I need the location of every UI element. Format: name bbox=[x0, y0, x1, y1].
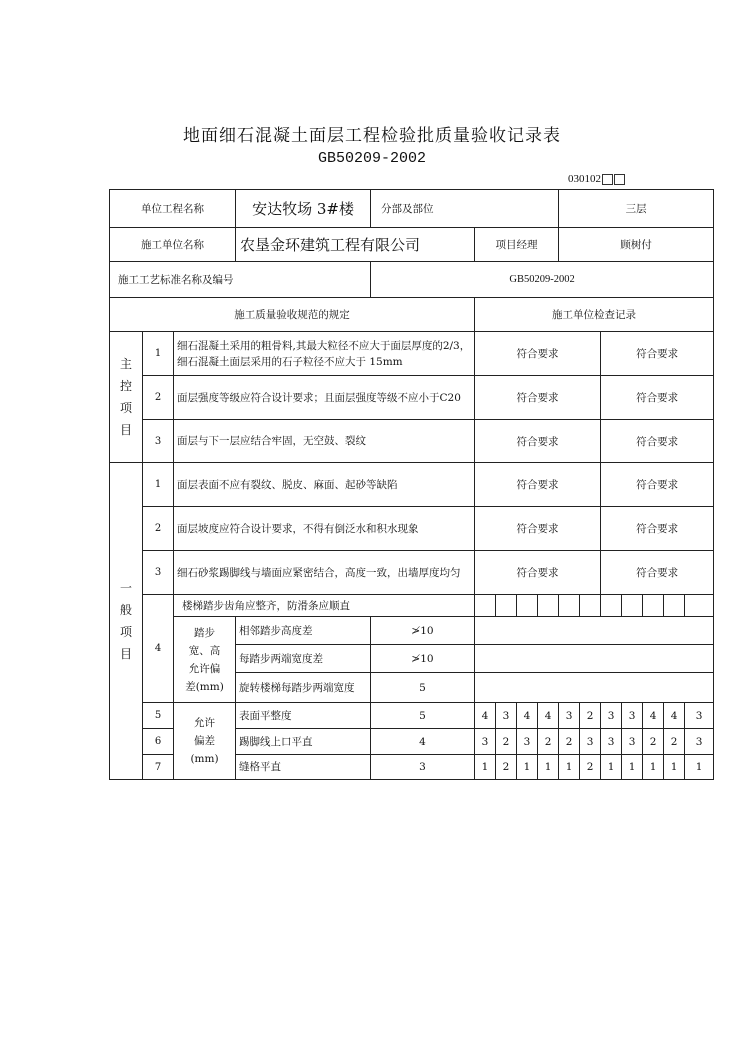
unit-project-label: 单位工程名称 bbox=[110, 190, 236, 228]
spec-header: 施工质量验收规范的规定 bbox=[110, 298, 475, 332]
general-row-2-result-2: 符合要求 bbox=[601, 507, 714, 551]
check-header: 施工单位检查记录 bbox=[475, 298, 714, 332]
measure-cell: 3 bbox=[601, 703, 622, 729]
cell-blank bbox=[685, 595, 714, 617]
measure-cell: 1 bbox=[643, 755, 664, 780]
stair-sub-3-value: 5 bbox=[371, 673, 475, 703]
tol-row-7-name: 缝格平直 bbox=[236, 755, 371, 780]
measure-cell: 2 bbox=[496, 729, 517, 755]
contractor-value: 农垦金环建筑工程有限公司 bbox=[236, 228, 475, 262]
measure-cell: 1 bbox=[601, 755, 622, 780]
code-box-1[interactable] bbox=[602, 174, 613, 185]
stair-tolerance-label bbox=[174, 617, 236, 703]
measure-cell: 3 bbox=[685, 729, 714, 755]
std-label: 施工工艺标准名称及编号 bbox=[110, 262, 371, 298]
measure-cell: 1 bbox=[559, 755, 580, 780]
measure-cell: 3 bbox=[622, 703, 643, 729]
stair-sub-1-name: 相邻踏步高度差 bbox=[236, 617, 371, 645]
stair-sub-1-value: ≯10 bbox=[371, 617, 475, 645]
main-row-3-result-1: 符合要求 bbox=[475, 420, 601, 463]
measure-cell: 2 bbox=[496, 755, 517, 780]
main-row-2-result-2: 符合要求 bbox=[601, 376, 714, 420]
measure-cell: 1 bbox=[538, 755, 559, 780]
main-row-1-no: 1 bbox=[143, 332, 174, 376]
measure-cell: 1 bbox=[517, 755, 538, 780]
sub-part-label: 分部及部位 bbox=[371, 190, 559, 228]
measure-cell: 2 bbox=[580, 755, 601, 780]
main-row-3-result-2: 符合要求 bbox=[601, 420, 714, 463]
tolerance-label-text: 允许偏差(mm) bbox=[190, 717, 219, 765]
stair-tolerance-label-text: 踏步宽、高允许偏差(mm) bbox=[185, 626, 224, 693]
cell-blank bbox=[475, 617, 714, 645]
general-row-3-text: 细石砂浆踢脚线与墙面应紧密结合，高度一致，出墙厚度均匀 bbox=[174, 551, 475, 595]
tol-row-6-name: 踢脚线上口平直 bbox=[236, 729, 371, 755]
main-items-label-text: 主控项目 bbox=[119, 357, 132, 437]
main-row-1-result-2: 符合要求 bbox=[601, 332, 714, 376]
inspection-table bbox=[109, 189, 714, 780]
measure-cell: 3 bbox=[496, 703, 517, 729]
cell-blank bbox=[496, 595, 517, 617]
cell-blank bbox=[517, 595, 538, 617]
measure-cell: 4 bbox=[475, 703, 496, 729]
general-row-1-result-1: 符合要求 bbox=[475, 463, 601, 507]
measure-cell: 3 bbox=[685, 703, 714, 729]
general-row-1-text: 面层表面不应有裂纹、脱皮、麻面、起砂等缺陷 bbox=[174, 463, 475, 507]
main-row-1-text: 细石混凝土采用的粗骨料,其最大粒径不应大于面层厚度的2/3，细石混凝土面层采用的石子粒径不应大于 15mm bbox=[174, 332, 475, 376]
cell-blank bbox=[475, 595, 496, 617]
general-items-label bbox=[110, 463, 143, 780]
general-row-2-result-1: 符合要求 bbox=[475, 507, 601, 551]
tolerance-label bbox=[174, 703, 236, 780]
measure-cell: 2 bbox=[559, 729, 580, 755]
measure-cell: 1 bbox=[685, 755, 714, 780]
contractor-label: 施工单位名称 bbox=[110, 228, 236, 262]
main-row-2-text: 面层强度等级应符合设计要求；且面层强度等级不应小于C20 bbox=[174, 376, 475, 420]
code-box-2[interactable] bbox=[614, 174, 625, 185]
general-row-4-no: 4 bbox=[143, 595, 174, 703]
unit-project-value: 安达牧场 3#楼 bbox=[236, 190, 371, 228]
measure-cell: 3 bbox=[580, 729, 601, 755]
measure-cell: 2 bbox=[538, 729, 559, 755]
cell-blank bbox=[622, 595, 643, 617]
cell-blank bbox=[475, 645, 714, 673]
general-row-1-result-2: 符合要求 bbox=[601, 463, 714, 507]
measure-cell: 1 bbox=[622, 755, 643, 780]
main-row-3-no: 3 bbox=[143, 420, 174, 463]
measure-cell: 4 bbox=[643, 703, 664, 729]
cell-blank bbox=[559, 595, 580, 617]
measure-cell: 2 bbox=[664, 729, 685, 755]
manager-label: 项目经理 bbox=[475, 228, 559, 262]
tol-row-6-no: 6 bbox=[143, 729, 174, 755]
measure-cell: 2 bbox=[580, 703, 601, 729]
cell-blank bbox=[601, 595, 622, 617]
tol-row-6-value: 4 bbox=[371, 729, 475, 755]
measure-cell: 4 bbox=[664, 703, 685, 729]
general-row-4-text: 楼梯踏步齿角应整齐，防滑条应顺直 bbox=[174, 595, 475, 617]
general-row-2-text: 面层坡度应符合设计要求，不得有倒泛水和积水现象 bbox=[174, 507, 475, 551]
cell-blank bbox=[643, 595, 664, 617]
measure-cell: 3 bbox=[517, 729, 538, 755]
stair-sub-2-name: 每踏步两端宽度差 bbox=[236, 645, 371, 673]
tol-row-5-no: 5 bbox=[143, 703, 174, 729]
standard-subtitle: GB50209-2002 bbox=[317, 150, 427, 167]
general-row-3-result-2: 符合要求 bbox=[601, 551, 714, 595]
stair-sub-3-name: 旋转楼梯每踏步两端宽度 bbox=[236, 673, 371, 703]
measure-cell: 3 bbox=[475, 729, 496, 755]
general-row-1-no: 1 bbox=[143, 463, 174, 507]
cell-blank bbox=[538, 595, 559, 617]
general-row-3-result-1: 符合要求 bbox=[475, 551, 601, 595]
measure-cell: 3 bbox=[622, 729, 643, 755]
sub-part-value: 三层 bbox=[559, 190, 714, 228]
measure-cell: 2 bbox=[643, 729, 664, 755]
tol-row-7-no: 7 bbox=[143, 755, 174, 780]
stair-sub-2-value: ≯10 bbox=[371, 645, 475, 673]
cell-blank bbox=[580, 595, 601, 617]
measure-cell: 4 bbox=[517, 703, 538, 729]
general-row-2-no: 2 bbox=[143, 507, 174, 551]
form-code-number: 030102 bbox=[568, 173, 601, 185]
measure-cell: 3 bbox=[559, 703, 580, 729]
main-row-2-no: 2 bbox=[143, 376, 174, 420]
cell-blank bbox=[475, 673, 714, 703]
tol-row-5-value: 5 bbox=[371, 703, 475, 729]
document-title: 地面细石混凝土面层工程检验批质量验收记录表 bbox=[183, 126, 561, 146]
std-value: GB50209-2002 bbox=[371, 262, 714, 298]
main-row-2-result-1: 符合要求 bbox=[475, 376, 601, 420]
measure-cell: 1 bbox=[664, 755, 685, 780]
measure-cell: 1 bbox=[475, 755, 496, 780]
measure-cell: 3 bbox=[601, 729, 622, 755]
cell-blank bbox=[664, 595, 685, 617]
main-items-label bbox=[110, 332, 143, 463]
measure-cell: 4 bbox=[538, 703, 559, 729]
tol-row-5-name: 表面平整度 bbox=[236, 703, 371, 729]
general-items-label-text: 一般项目 bbox=[119, 581, 132, 661]
tol-row-7-value: 3 bbox=[371, 755, 475, 780]
form-code bbox=[568, 173, 625, 185]
manager-value: 顾树付 bbox=[559, 228, 714, 262]
main-row-1-result-1: 符合要求 bbox=[475, 332, 601, 376]
general-row-3-no: 3 bbox=[143, 551, 174, 595]
main-row-3-text: 面层与下一层应结合牢固，无空鼓、裂纹 bbox=[174, 420, 475, 463]
